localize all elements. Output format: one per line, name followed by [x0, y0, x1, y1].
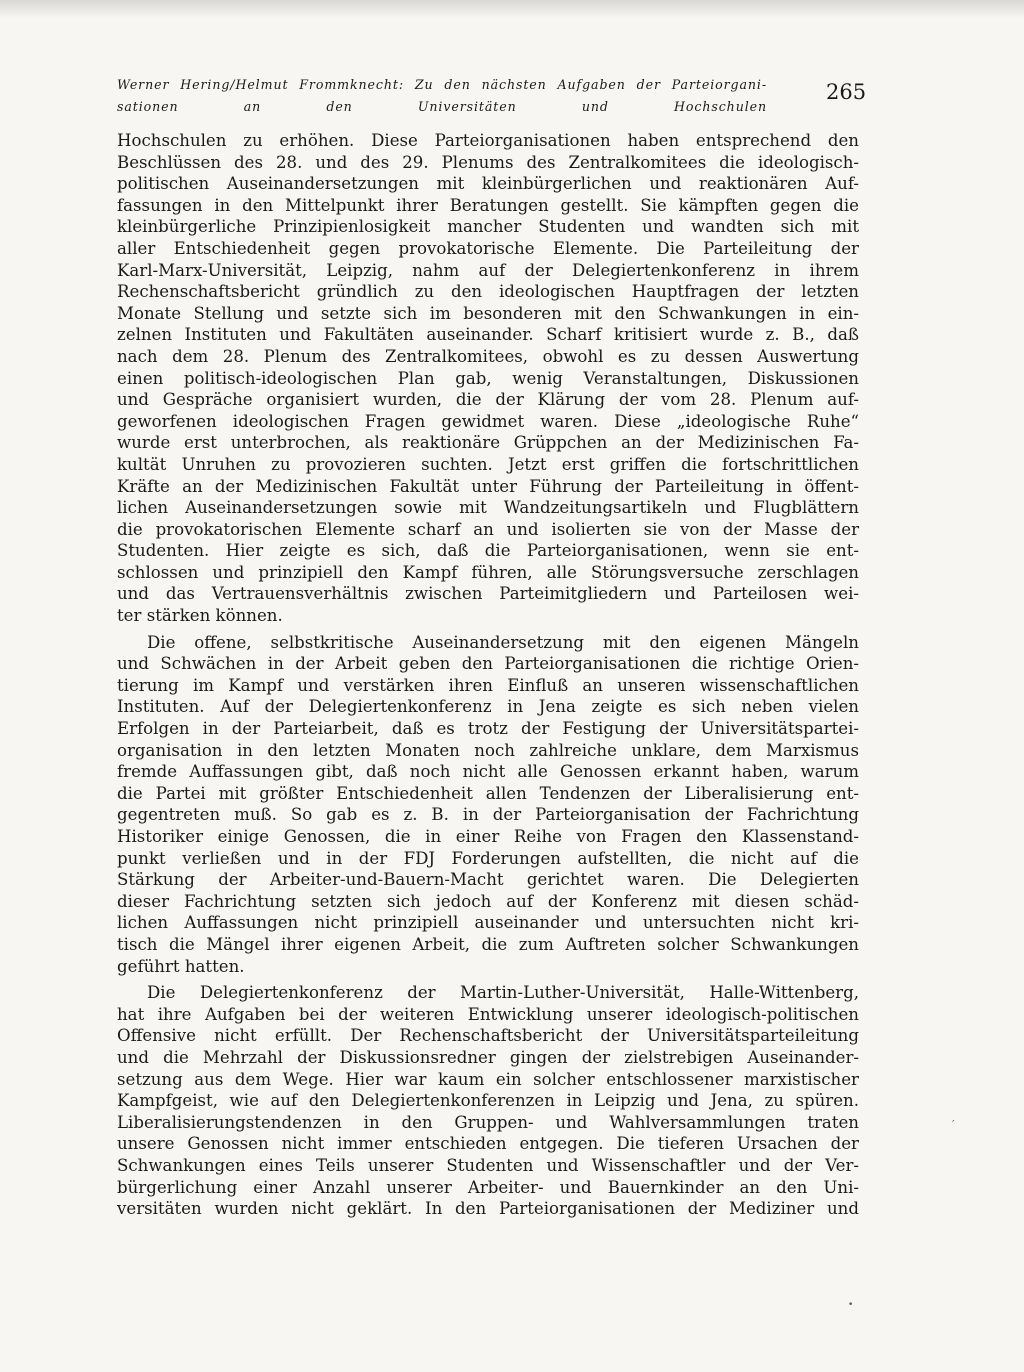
- text-line: schlossen und prinzipiell den Kampf führen, alle Störungsversuche zerschlagen: [117, 562, 859, 582]
- text-line: und die Mehrzahl der Diskussionsredner gingen der zielstrebigen Auseinander-: [117, 1047, 859, 1067]
- text-line: Rechenschaftsbericht gründlich zu den ideologischen Hauptfragen der letzten: [117, 282, 859, 302]
- text-line: fremde Auffassungen gibt, daß noch nicht alle Genossen erkannt haben, warum: [117, 762, 859, 782]
- text-line: Kräfte an der Medizinischen Fakultät unter Führung der Parteileitung in öffent-: [117, 476, 859, 496]
- text-line: und das Vertrauensverhältnis zwischen Parteimitgliedern und Parteilosen wei-: [117, 584, 859, 604]
- text-line: geworfenen ideologischen Fragen gewidmet waren. Diese „ideologische Ruhe“: [117, 411, 859, 431]
- paragraph: [117, 982, 859, 1220]
- text-line: kleinbürgerliche Prinzipienlosigkeit mancher Studenten und wandten sich mit: [117, 217, 859, 237]
- text-line: Studenten. Hier zeigte es sich, daß die Parteiorganisationen, wenn sie ent-: [117, 541, 859, 561]
- text-line: punkt verließen und in der FDJ Forderungen aufstellten, die nicht auf die: [117, 848, 859, 868]
- text-line: Hochschulen zu erhöhen. Diese Parteiorganisationen haben entsprechend den: [117, 131, 859, 150]
- paragraph: [117, 130, 859, 627]
- text-line: setzung aus dem Wege. Hier war kaum ein solcher entschlossener marxistischer: [117, 1069, 859, 1089]
- text-line: Instituten. Auf der Delegiertenkonferenz in Jena zeigte es sich neben vielen: [117, 697, 859, 717]
- text-line: gegentreten muß. So gab es z. B. in der Parteiorganisation der Fachrichtung: [117, 805, 859, 825]
- text-line: Monate Stellung und setzte sich im besonderen mit den Schwankungen in ein-: [117, 303, 859, 323]
- text-line: organisation in den letzten Monaten noch zahlreiche unklare, dem Marxismus: [117, 740, 859, 760]
- text-line: tisch die Mängel ihrer eigenen Arbeit, die zum Auftreten solcher Schwankungen: [117, 934, 859, 954]
- text-line: Die Delegiertenkonferenz der Martin-Luther-Universität, Halle-Wittenberg,: [147, 983, 859, 1003]
- text-line: tierung im Kampf und verstärken ihren Einfluß an unseren wissenschaftlichen: [117, 675, 859, 695]
- text-line: lichen Auffassungen nicht prinzipiell auseinander und untersuchten nicht kri-: [117, 913, 859, 933]
- body-text: [117, 130, 859, 1220]
- text-line: Historiker einige Genossen, die in einer Reihe von Fragen den Klassenstand-: [117, 827, 859, 846]
- text-line: Beschlüssen des 28. und des 29. Plenums des Zentralkomitees die ideologisch-: [117, 152, 859, 172]
- speck-mark: •: [848, 1300, 854, 1310]
- text-line: Kampfgeist, wie auf den Delegiertenkonferenzen in Leipzig und Jena, zu spüren.: [117, 1091, 859, 1111]
- text-line: Die offene, selbstkritische Auseinandersetzung mit den eigenen Mängeln: [147, 632, 859, 652]
- text-line: aller Entschiedenheit gegen provokatorische Elemente. Die Parteileitung der: [117, 238, 859, 258]
- text-line: und Schwächen in der Arbeit geben den Parteiorganisationen die richtige Orien-: [117, 654, 859, 674]
- text-line: Schwankungen eines Teils unserer Studenten und Wissenschaftler und der Ver-: [117, 1155, 859, 1175]
- text-line: fassungen in den Mittelpunkt ihrer Beratungen gestellt. Sie kämpften gegen die: [117, 195, 859, 215]
- text-line: die provokatorischen Elemente scharf an und isolierten sie von der Masse der: [117, 519, 859, 539]
- text-line: Stärkung der Arbeiter-und-Bauern-Macht gerichtet waren. Die Delegierten: [117, 870, 859, 890]
- text-line: Karl-Marx-Universität, Leipzig, nahm auf der Delegiertenkonferenz in ihrem: [117, 260, 859, 280]
- margin-mark: ′: [952, 1118, 955, 1131]
- text-line: und Gespräche organisiert wurden, die der Klärung der vom 28. Plenum auf-: [117, 390, 859, 410]
- text-line: politischen Auseinandersetzungen mit kleinbürgerlichen und reaktionären Auf-: [117, 174, 859, 194]
- page-number: 265: [826, 80, 867, 104]
- text-line: bürgerlichung einer Anzahl unserer Arbeiter- und Bauernkinder an den Uni-: [117, 1177, 859, 1197]
- text-line: Liberalisierungstendenzen in den Gruppen- und Wahlversammlungen traten: [117, 1112, 859, 1132]
- text-line: dieser Fachrichtung setzten sich jedoch auf der Konferenz mit diesen schäd-: [117, 891, 859, 911]
- text-line: nach dem 28. Plenum des Zentralkomitees, obwohl es zu dessen Auswertung: [117, 346, 859, 366]
- text-line: geführt hatten.: [117, 956, 245, 976]
- paragraph: [117, 632, 859, 978]
- text-line: hat ihre Aufgaben bei der weiteren Entwicklung unserer ideologisch-politischen: [117, 1004, 859, 1024]
- running-header: [117, 77, 767, 120]
- text-line: versitäten wurden nicht geklärt. In den Parteiorganisationen der Mediziner und: [117, 1199, 859, 1219]
- text-line: Offensive nicht erfüllt. Der Rechenschaftsbericht der Universitätsparteileitung: [117, 1026, 859, 1046]
- text-line: Erfolgen in der Parteiarbeit, daß es trotz der Festigung der Universitätspartei-: [117, 719, 859, 739]
- text-line: einen politisch-ideologischen Plan gab, wenig Veranstaltungen, Diskussionen: [117, 368, 859, 388]
- text-line: lichen Auseinandersetzungen sowie mit Wandzeitungsartikeln und Flugblättern: [117, 498, 859, 518]
- text-line: kultät Unruhen zu provozieren suchten. Jetzt erst griffen die fortschrittlichen: [117, 454, 859, 474]
- text-line: zelnen Instituten und Fakultäten auseinander. Scharf kritisiert wurde z. B., daß: [117, 325, 859, 345]
- running-title-line-1: Werner Hering/Helmut Frommknecht: Zu den nächsten Aufgaben der Parteiorgani-: [117, 77, 767, 92]
- running-title-line-2: sationen an den Universitäten und Hochschulen: [117, 98, 767, 114]
- text-line: wurde erst unterbrochen, als reaktionäre Grüppchen an der Medizinischen Fa-: [117, 433, 859, 453]
- scan-edge: [0, 0, 1024, 18]
- text-line: die Partei mit größter Entschiedenheit allen Tendenzen der Liberalisierung ent-: [117, 783, 859, 803]
- text-line: unsere Genossen nicht immer entschieden entgegen. Die tieferen Ursachen der: [117, 1134, 859, 1154]
- text-line: ter stärken können.: [117, 606, 283, 626]
